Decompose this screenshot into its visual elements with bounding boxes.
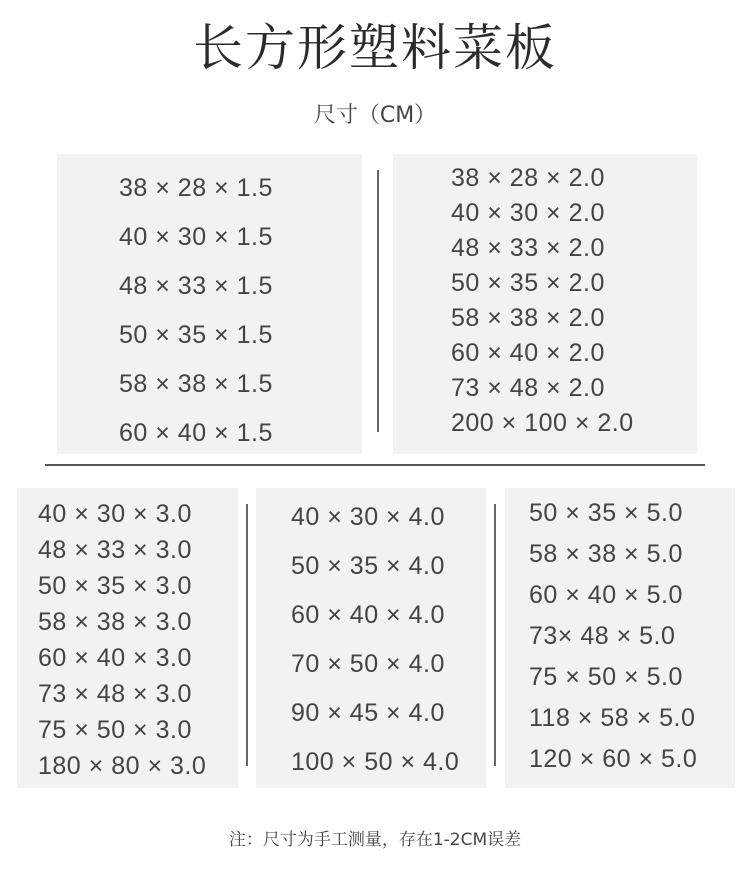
size-row: 58 × 38 × 5.0 [529, 540, 683, 568]
size-row: 40 × 30 × 2.0 [451, 199, 605, 227]
page-title: 长方形塑料菜板 [193, 19, 557, 77]
size-row: 75 × 50 × 3.0 [38, 716, 192, 744]
size-row: 50 × 35 × 1.5 [119, 321, 273, 349]
size-row: 38 × 28 × 2.0 [451, 164, 605, 192]
size-row: 38 × 28 × 1.5 [119, 174, 273, 202]
size-row: 48 × 33 × 2.0 [451, 234, 605, 262]
size-row: 118 × 58 × 5.0 [529, 704, 696, 732]
size-panel-4-0 [256, 488, 486, 788]
size-row: 120 × 60 × 5.0 [529, 745, 698, 773]
size-row: 40 × 30 × 4.0 [291, 503, 445, 531]
size-row: 50 × 35 × 3.0 [38, 572, 192, 600]
size-row: 50 × 35 × 5.0 [529, 499, 683, 527]
size-row: 75 × 50 × 5.0 [529, 663, 683, 691]
size-row: 48 × 33 × 3.0 [38, 536, 192, 564]
size-row: 40 × 30 × 1.5 [119, 223, 273, 251]
divider-vertical [246, 504, 248, 766]
size-row: 70 × 50 × 4.0 [291, 650, 445, 678]
size-row: 60 × 40 × 3.0 [38, 644, 192, 672]
size-panel-5-0 [505, 488, 735, 788]
size-row: 58 × 38 × 2.0 [451, 304, 605, 332]
size-row: 60 × 40 × 1.5 [119, 419, 273, 447]
divider-vertical [494, 504, 496, 766]
measurement-note: 注：尺寸为手工测量，存在1-2CM误差 [228, 830, 522, 850]
size-row: 100 × 50 × 4.0 [291, 748, 460, 776]
size-row: 73 × 48 × 2.0 [451, 374, 605, 402]
size-unit-label: 尺寸（CM） [313, 103, 437, 128]
size-row: 60 × 40 × 5.0 [529, 581, 683, 609]
size-row: 180 × 80 × 3.0 [38, 752, 207, 780]
size-panel-1-5 [57, 154, 362, 454]
size-row: 60 × 40 × 2.0 [451, 339, 605, 367]
divider-horizontal [45, 464, 705, 466]
size-row: 73 × 48 × 3.0 [38, 680, 192, 708]
size-panel-2-0 [393, 154, 697, 454]
size-row: 48 × 33 × 1.5 [119, 272, 273, 300]
size-panel-3-0 [17, 488, 238, 788]
size-row: 58 × 38 × 3.0 [38, 608, 192, 636]
divider-vertical [377, 170, 379, 432]
size-row: 90 × 45 × 4.0 [291, 699, 445, 727]
size-row: 60 × 40 × 4.0 [291, 601, 445, 629]
size-row: 73× 48 × 5.0 [529, 622, 676, 650]
size-row: 50 × 35 × 4.0 [291, 552, 445, 580]
size-row: 58 × 38 × 1.5 [119, 370, 273, 398]
size-row: 50 × 35 × 2.0 [451, 269, 605, 297]
size-row: 200 × 100 × 2.0 [451, 409, 634, 437]
size-row: 40 × 30 × 3.0 [38, 500, 192, 528]
